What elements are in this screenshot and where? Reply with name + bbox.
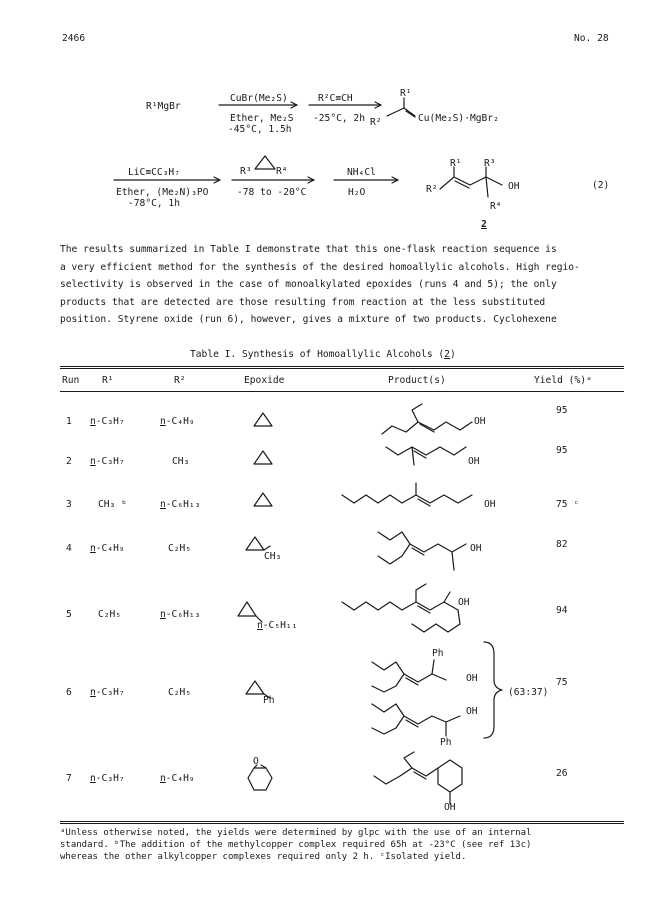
product-structure-run6-b	[370, 698, 480, 738]
condition-temp-2: -25°C, 2h	[313, 113, 365, 124]
reagent-alkyne: R²C≡CH	[318, 93, 353, 104]
reaction-arrow-1	[219, 101, 299, 111]
yield-value: 95	[556, 445, 568, 456]
epoxide-substituent: Ph	[263, 695, 275, 706]
epoxide-substituent: CH₃	[264, 551, 282, 562]
header-yield: Yield (%)ᵃ	[534, 375, 592, 386]
body-paragraph	[60, 241, 620, 329]
r1-value: n-C₃H₇	[90, 687, 125, 698]
reaction-arrow-4	[232, 176, 322, 186]
product-oh-label: OH	[458, 597, 470, 608]
page-number: 2466	[62, 33, 86, 44]
run-number: 7	[66, 773, 72, 784]
condition-solvent-1: Ether, Me₂S	[230, 113, 294, 124]
r2-value: C₂H₅	[168, 687, 192, 698]
product-structure-run5	[340, 590, 500, 640]
paragraph-line: position. Styrene oxide (run 6), however, gives a mixture of two products. Cyclohexene	[60, 314, 557, 325]
run-number: 1	[66, 416, 72, 427]
run-number: 4	[66, 543, 72, 554]
epoxide-oxygen-label: O	[253, 756, 259, 767]
r2-value: n-C₄H₉	[160, 773, 195, 784]
product-r2-label: R²	[370, 117, 382, 128]
r1-value: n-C₃H₇	[90, 773, 125, 784]
product-r1-label: R¹	[400, 88, 412, 99]
product-oh-label: OH	[474, 416, 486, 427]
product2-r3-label: R³	[484, 158, 496, 169]
product-oh-label: OH	[484, 499, 496, 510]
ethylene-oxide-structure	[252, 490, 276, 510]
reaction-arrow-2	[309, 101, 389, 111]
ethylene-oxide-structure	[252, 410, 276, 430]
epoxide-r4-label: R⁴	[276, 166, 288, 177]
paragraph-line: selectivity is observed in the case of monoalkylated epoxides (runs 4 and 5); the only	[60, 279, 557, 290]
product2-r4-label: R⁴	[490, 201, 502, 212]
yield-value: 75	[556, 677, 568, 688]
reaction-arrow-5	[334, 176, 404, 186]
caption-compound-number: 2	[444, 349, 450, 360]
table-top-rule-double	[60, 368, 624, 369]
product-a-oh-label: OH	[466, 673, 478, 684]
yield-value: 95	[556, 405, 568, 416]
condition-temp-3: -78°C, 1h	[128, 198, 180, 209]
product-copper-complex: Cu(Me₂S)·MgBr₂	[418, 113, 499, 124]
reagent-ammonium-chloride: NH₄Cl	[347, 167, 376, 178]
header-r2: R²	[174, 375, 186, 386]
ethylene-oxide-structure	[252, 448, 276, 468]
reactant-grignard: R¹MgBr	[146, 101, 181, 112]
footnote-line: standard. ᵇThe addition of the methylcopper complex required 65h at -23°C (see ref 13c)	[60, 840, 532, 850]
r1-value: n-C₃H₇	[90, 416, 125, 427]
epoxide-substituent: n-C₅H₁₁	[257, 620, 298, 631]
r2-value: n-C₄H₉	[160, 416, 195, 427]
reagent-cubr: CuBr(Me₂S)	[230, 93, 288, 104]
footnote-line: ᵃUnless otherwise noted, the yields were determined by glpc with the use of an internal	[60, 828, 532, 838]
product-b-phenyl-label: Ph	[440, 737, 452, 748]
r2-value: n-C₆H₁₃	[160, 609, 201, 620]
yield-value: 26	[556, 768, 568, 779]
product2-r1-label: R¹	[450, 158, 462, 169]
paragraph-line: products that are detected are those resulting from reaction at the less substituted	[60, 296, 546, 308]
product-oh-label: OH	[470, 543, 482, 554]
condition-temp-1: -45°C, 1.5h	[228, 124, 292, 135]
r2-value: CH₃	[172, 456, 190, 467]
product-oh-label: OH	[444, 802, 456, 813]
table-header-rule	[60, 391, 624, 392]
yield-value: 82	[556, 539, 568, 550]
product-b-oh-label: OH	[466, 706, 478, 717]
product2-r2-label: R²	[426, 184, 438, 195]
header-run: Run	[62, 375, 80, 386]
condition-temp-4: -78 to -20°C	[237, 187, 307, 198]
r1-value: n-C₄H₉	[90, 543, 125, 554]
paragraph-line: a very efficient method for the synthesis of the desired homoallylic alcohols. High regio-	[60, 261, 580, 273]
r2-value: n-C₆H₁₃	[160, 499, 201, 510]
table-footnotes	[60, 827, 620, 863]
table-bottom-rule-double	[60, 823, 624, 824]
header-r1: R¹	[102, 375, 114, 386]
run-number: 2	[66, 456, 72, 467]
product-a-phenyl-label: Ph	[432, 648, 444, 659]
product-structure-run7	[372, 754, 492, 810]
reagent-lithium-acetylide: LiC≡CC₃H₇	[128, 167, 180, 178]
journal-issue: No. 28	[574, 33, 609, 44]
footnote-line: whereas the other alkylcopper complexes required only 2 h. ᶜIsolated yield.	[60, 852, 467, 862]
cyclohexene-oxide-structure	[246, 764, 276, 800]
r1-value: C₂H₅	[98, 609, 122, 620]
product2-oh-label: OH	[508, 181, 520, 192]
epoxide-r3-label: R³	[240, 166, 252, 177]
run-number: 5	[66, 609, 72, 620]
paragraph-line: The results summarized in Table I demonstrate that this one-flask reaction sequence is	[60, 244, 557, 255]
yield-value: 75 ᶜ	[556, 499, 580, 510]
condition-solvent-3: Ether, (Me₂N)₃PO	[116, 187, 209, 198]
product-ratio: (63:37)	[508, 687, 549, 698]
r2-value: C₂H₅	[168, 543, 192, 554]
homoallylic-alcohol-structure	[436, 165, 516, 215]
reaction-arrow-3	[114, 176, 224, 186]
yield-value: 94	[556, 605, 568, 616]
table-bottom-rule	[60, 821, 624, 822]
r1-value: n-C₃H₇	[90, 456, 125, 467]
equation-number: (2)	[592, 180, 610, 191]
condition-water: H₂O	[348, 187, 366, 198]
product-structure-run3	[340, 487, 500, 517]
header-products: Product(s)	[388, 375, 446, 386]
run-number: 6	[66, 687, 72, 698]
product-oh-label: OH	[468, 456, 480, 467]
table-caption: Table I. Synthesis of Homoallylic Alcohols (2)	[190, 349, 456, 360]
header-epoxide: Epoxide	[244, 375, 285, 386]
table-top-rule	[60, 366, 624, 367]
vinyl-copper-structure	[383, 98, 423, 128]
run-number: 3	[66, 499, 72, 510]
compound-number: 2	[481, 219, 487, 230]
product-mixture-brace	[482, 640, 506, 740]
product-structure-run6-a	[370, 656, 480, 692]
r1-value: CH₃ ᵇ	[98, 499, 127, 510]
